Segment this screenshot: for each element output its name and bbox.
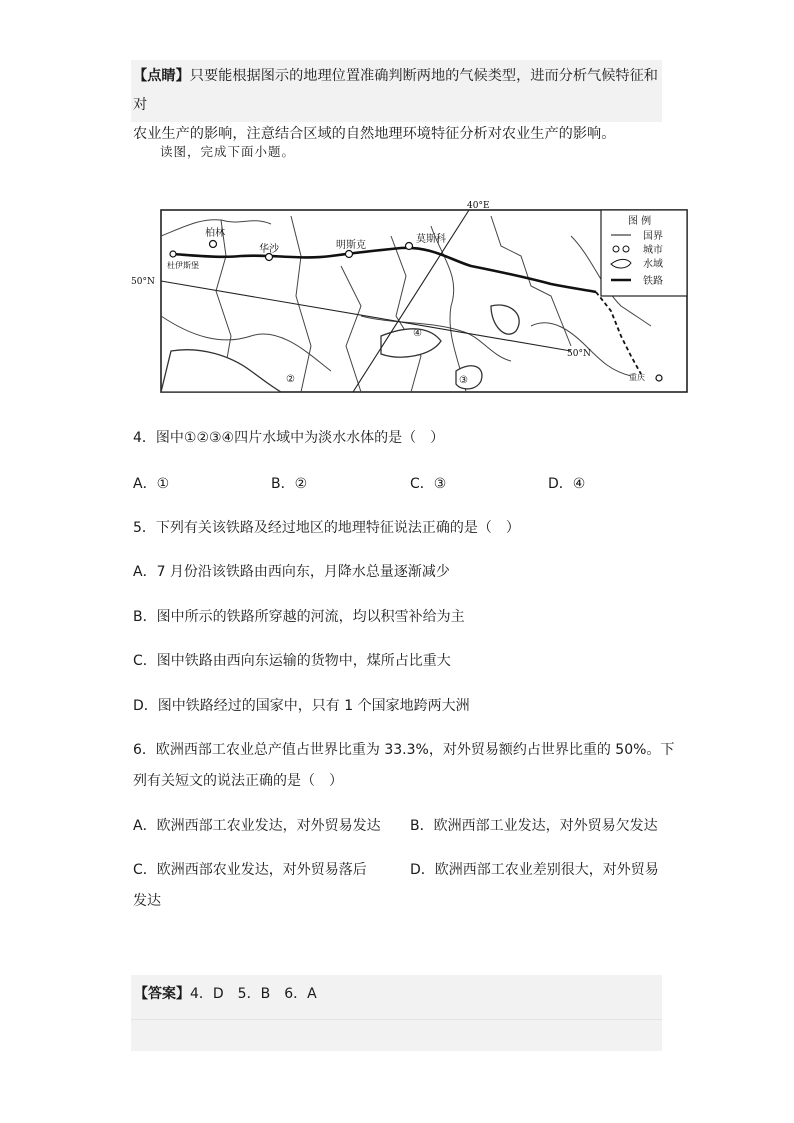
city-minsk-marker (346, 251, 353, 258)
q6-option-c[interactable]: C．欧洲西部农业发达，对外贸易落后 (133, 862, 367, 878)
railway-map (131, 196, 691, 396)
q5-option-c[interactable]: C．图中铁路由西向东运输的货物中，煤所占比重大 (133, 653, 451, 669)
q4-option-a[interactable]: A．① (133, 476, 170, 492)
q5-option-b[interactable]: B．图中所示的铁路所穿越的河流，均以积雪补给为主 (133, 609, 465, 625)
answer-line (134, 983, 317, 1003)
q6-option-b[interactable]: B．欧洲西部工业发达，对外贸易欠发达 (410, 818, 658, 834)
q4-option-b[interactable]: B．② (271, 476, 308, 492)
map-intro: 读图，完成下面小题。 (160, 144, 296, 159)
q6-option-a[interactable]: A．欧洲西部工农业发达，对外贸易发达 (133, 818, 381, 834)
city-label-berlin: 柏林 (205, 228, 225, 239)
question-6-line-1: 6．欧洲西部工农业总产值占世界比重为 33.3%，对外贸易额约占世界比重的 50%。下 (133, 742, 675, 758)
question-4: 4．图中①②③④四片水域中为淡水水体的是（ ） (133, 430, 445, 446)
lon-label: 40°E (467, 201, 490, 211)
water-label-2: ② (286, 374, 295, 385)
lat-label-left: 50°N (131, 277, 155, 287)
answer-box (131, 975, 662, 1051)
city-chongqing-marker (656, 375, 662, 381)
tip-label: 【点睛】 (133, 68, 190, 84)
city-moscow-marker (406, 243, 413, 250)
water-label-4: ④ (413, 328, 422, 339)
city-label-chongqing: 重庆 (629, 373, 645, 382)
legend-border: 国界 (643, 231, 663, 242)
q4-option-c[interactable]: C．③ (410, 476, 447, 492)
legend-water: 水域 (643, 259, 663, 270)
tip-line-1: 【点睛】只要能根据图示的地理位置准确判断两地的气候类型，进而分析气候特征和对 (133, 68, 658, 113)
city-label-duisburg: 杜伊斯堡 (167, 261, 199, 270)
city-label-warsaw: 华沙 (259, 244, 279, 255)
legend-city: 城市 (643, 245, 663, 256)
city-berlin-marker (210, 241, 217, 248)
tip-line-2: 农业生产的影响，注意结合区域的自然地理环境特征分析对农业生产的影响。 (133, 126, 616, 142)
question-6-line-2: 列有关短文的说法正确的是（ ） (133, 773, 343, 789)
answer-label: 【答案】 (134, 986, 190, 1002)
q4-option-d[interactable]: D．④ (548, 476, 586, 492)
q6-option-d-cont: 发达 (133, 893, 161, 909)
q5-option-a[interactable]: A．7 月份沿该铁路由西向东，月降水总量逐渐减少 (133, 564, 450, 580)
lat-label-right: 50°N (567, 349, 591, 359)
city-label-minsk: 明斯克 (336, 240, 366, 251)
q6-option-d[interactable]: D．欧洲西部工农业差别很大，对外贸易 (410, 862, 659, 878)
q5-option-d[interactable]: D．图中铁路经过的国家中，只有 1 个国家地跨两大洲 (133, 698, 470, 714)
legend-rail: 铁路 (643, 276, 663, 287)
answer-divider (131, 1019, 662, 1020)
tip-box (131, 60, 662, 142)
map-legend (601, 210, 687, 296)
answer-text: 4．D 5．B 6．A (190, 986, 317, 1002)
question-5: 5．下列有关该铁路及经过地区的地理特征说法正确的是（ ） (133, 520, 520, 536)
city-duisburg-marker (170, 251, 176, 257)
city-label-moscow: 莫斯科 (416, 234, 446, 245)
water-label-3: ③ (459, 375, 468, 386)
legend-title: 图 例 (628, 216, 652, 227)
